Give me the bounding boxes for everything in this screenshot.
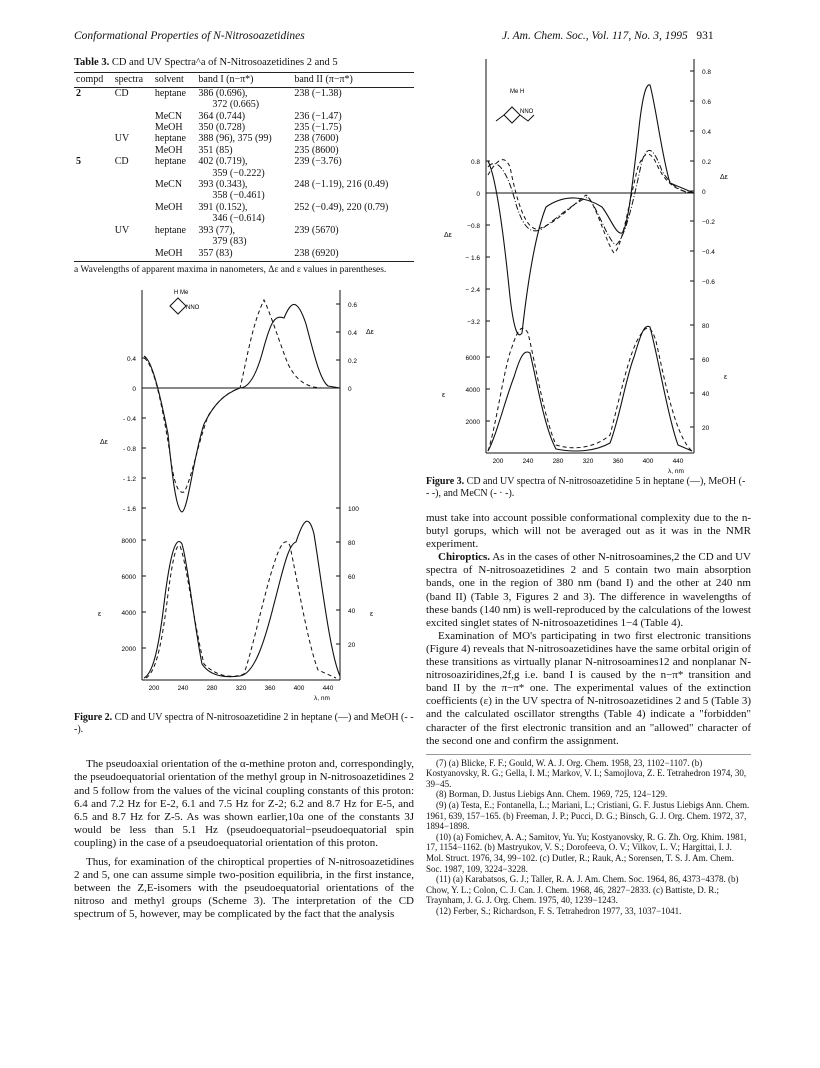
y-tick-label: 0 — [132, 385, 136, 393]
table-cell — [153, 236, 197, 247]
table-cell — [74, 248, 113, 262]
section-heading: Chiroptics. — [438, 551, 491, 564]
x-tick-label: 280 — [552, 458, 564, 465]
table-cell: MeOH — [154, 201, 183, 213]
fig3-cd-methanol-curve — [488, 154, 694, 253]
table-cell — [113, 111, 153, 122]
y-tick-label: 0 — [476, 191, 480, 198]
table-cell: 248 (−1.19), 216 (0.49) — [294, 179, 389, 191]
table-cell: 357 (83) — [196, 248, 292, 262]
table-cell: 5 — [76, 156, 81, 168]
table-row — [74, 225, 414, 236]
table-cell: 393 (77), — [198, 224, 236, 236]
x-tick-label: 200 — [492, 458, 504, 465]
y-tick-label: −3.2 — [467, 319, 480, 326]
table-cell — [74, 111, 113, 122]
table-cell: heptane — [154, 156, 186, 168]
table-3-caption — [74, 57, 414, 69]
table-footnote: a Wavelengths of apparent maxima in nanometers, Δε and ε values in parentheses. — [74, 264, 387, 275]
table-row — [74, 133, 414, 144]
y-tick-label: 0.6 — [348, 301, 358, 309]
table-cell: MeOH — [154, 144, 183, 156]
running-header-journal — [502, 30, 714, 42]
fig3-cd-heptane-curve — [488, 85, 694, 335]
table-row — [74, 213, 414, 224]
table-label: Table 3. — [74, 57, 110, 68]
table-cell — [113, 122, 153, 133]
table-header-cell: spectra — [113, 73, 153, 87]
y-tick-label: 0.2 — [348, 357, 358, 365]
x-tick-label: 440 — [322, 684, 334, 692]
x-tick-label: 400 — [642, 458, 654, 465]
table-cell: 379 (83) — [212, 236, 247, 248]
references — [426, 754, 751, 917]
y-tick-label: 80 — [348, 539, 356, 547]
y-tick-label: 20 — [348, 641, 356, 649]
figure-3-plot — [426, 57, 751, 475]
table-cell — [74, 99, 113, 110]
paragraph: The pseudoaxial orientation of the α-methine proton and, correspondingly, the pseudoequatorial orientation of the methyl group in N-nitrosoazetidines 2 and 5 follow from the values of the vicinal coupling constants of this proton: 6.4 and 7.2 Hz for E-2, 6.1 and 7.5 Hz for Z-2; 6.2 and 8.7 Hz for E-5, and 6.5 and 8.7 Hz for Z-5. As was shown earlier,10a one of the constants 3J would be less than 5.1 Hz (pseudoequatorial−pseudoequatorial spin coupling) in the case of a pseudoequatorial orientation of this proton. — [74, 758, 414, 849]
table-cell: 358 (−0.461) — [212, 190, 265, 202]
figure-2-plot — [74, 284, 414, 704]
table-cell: heptane — [154, 87, 186, 99]
fig2-cd-heptane-curve — [144, 304, 340, 512]
table-cell — [113, 99, 153, 110]
table-row — [74, 202, 414, 213]
table-row — [74, 248, 414, 262]
table-cell — [113, 190, 153, 201]
table-cell: heptane — [154, 224, 186, 236]
x-tick-label: 200 — [148, 684, 160, 692]
y-tick-label: 0.8 — [470, 159, 480, 166]
table-cell — [153, 190, 197, 201]
y-tick-label: 0.8 — [702, 69, 712, 76]
y-axis-label: Δε — [720, 174, 728, 181]
molecule-structure-icon — [170, 290, 200, 314]
reference-item: (11) (a) Karabatsos, G. J.; Taller, R. A. J. Am. Chem. Soc. 1964, 86, 4373−4378. (b) Chow, Y. L.; Colon, C. J. Can. J. Chem. 1968, 46, 2827−2833. (c) Battiste, D. R.; Traynham, J. G. J. Org. Chem. 1975, 40, 1239−1243. — [426, 874, 739, 906]
x-tick-label: 360 — [264, 684, 276, 692]
y-tick-label: 100 — [348, 505, 359, 513]
y-tick-label: 40 — [702, 391, 710, 398]
x-tick-label: 440 — [672, 458, 684, 465]
fig3-uv-heptane-curve — [488, 326, 692, 451]
y-tick-label: 0.4 — [702, 129, 712, 136]
table-header-cell: solvent — [153, 73, 197, 87]
table-cell: 350 (0.728) — [198, 122, 246, 134]
table-cell: 359 (−0.222) — [212, 167, 265, 179]
y-tick-label: - 1.6 — [122, 505, 136, 513]
struct-label: H Me — [174, 289, 189, 296]
y-tick-label: − 1.6 — [465, 255, 480, 262]
y-tick-label: - 0.4 — [122, 415, 136, 423]
table-cell: 238 (6920) — [292, 248, 414, 262]
table-row — [74, 156, 414, 167]
figure-2-label: Figure 2. — [74, 712, 113, 724]
y-tick-label: 8000 — [121, 537, 136, 545]
table-cell: MeCN — [154, 110, 183, 122]
y-tick-label: 60 — [348, 573, 356, 581]
table-row — [74, 179, 414, 190]
y-tick-label: 2000 — [121, 645, 136, 653]
y-tick-label: 6000 — [465, 355, 480, 362]
table-cell: 238 (−1.38) — [294, 87, 342, 99]
table-body — [74, 87, 414, 261]
table-cell: 239 (−3.76) — [294, 156, 342, 168]
struct-nno: NNO — [186, 304, 200, 311]
table-cell — [74, 190, 113, 201]
table-row — [74, 236, 414, 247]
table-row — [74, 111, 414, 122]
running-header-title: Conformational Properties of N-Nitrosoazetidines — [74, 30, 305, 42]
table-cell: 402 (0.719), — [198, 156, 248, 168]
table-cell — [113, 168, 153, 179]
x-tick-label: 280 — [206, 684, 218, 692]
table-cell: MeOH — [153, 248, 197, 262]
table-cell: MeCN — [154, 179, 183, 191]
molecule-structure-icon — [496, 89, 534, 123]
x-axis-unit: λ, nm — [668, 468, 684, 475]
y-tick-label: 0.6 — [702, 99, 712, 106]
table-cell: CD — [114, 156, 129, 168]
figure-2 — [74, 284, 414, 736]
table-row — [74, 122, 414, 133]
x-axis-unit: λ, nm — [314, 694, 330, 702]
table-cell — [113, 213, 153, 224]
y-axis-label: Δε — [100, 438, 108, 446]
table-cell — [74, 168, 113, 179]
table-cell — [292, 236, 414, 247]
reference-item: (7) (a) Blicke, F. F.; Gould, W. A. J. Org. Chem. 1958, 23, 1102−1107. (b) Kostyanovsky, R. G.; Gella, I. M.; Markov, V. I.; Samojlova, Z. E. Tetrahedron 1974, 30, 39−45. — [426, 757, 747, 789]
table-cell: 372 (0.665) — [212, 99, 260, 111]
y-tick-label: 0 — [348, 385, 352, 393]
x-tick-label: 240 — [177, 684, 189, 692]
table-cell — [74, 236, 113, 247]
table-cell: 393 (0.343), — [198, 179, 248, 191]
x-tick-label: 320 — [235, 684, 247, 692]
table-row — [74, 145, 414, 156]
left-body-text — [74, 758, 414, 921]
y-axis-label: Δε — [366, 328, 374, 336]
table-cell: 239 (5670) — [294, 224, 339, 236]
table-header-cell: band I (n−π*) — [196, 73, 292, 87]
table-cell: CD — [114, 87, 129, 99]
x-tick-label: 320 — [582, 458, 594, 465]
y-tick-label: 20 — [702, 425, 710, 432]
table-cell: 388 (96), 375 (99) — [198, 133, 272, 145]
right-column — [426, 57, 751, 917]
y-tick-label: 80 — [702, 323, 710, 330]
table-cell — [74, 225, 113, 236]
reference-item: (10) (a) Fomichev, A. A.; Samitov, Yu. Yu; Kostyanovsky, R. G. Zh. Org. Khim. 1981, 17, 1154−1162. (b) Mastryukov, V. S.; Dorofeeva, O. V.; Vilkov, L. V.; Hargittai, I. J. Mol. Struct. 1976, 34, 99−102. (c) Dutler, R.; Rauk, A.; Sorensen, T. S. J. Am. Chem. Soc. 1987, 109, 3224−3228. — [426, 831, 747, 874]
figure-3-caption-text: CD and UV spectra of N-nitrosoazetidine 5 in heptane (—), MeOH (- - -), and MeCN (- · -). — [426, 476, 746, 499]
table-cell: 386 (0.696), — [198, 87, 248, 99]
table-header-cell: band II (π−π*) — [292, 73, 414, 87]
y-tick-label: −0.4 — [702, 249, 715, 256]
table-cell — [113, 202, 153, 213]
figure-2-caption-text: CD and UV spectra of N-nitrosoazetidine 2 in heptane (—) and MeOH (- - -). — [74, 712, 414, 736]
y-tick-label: 6000 — [121, 573, 136, 581]
y-tick-label: 2000 — [465, 419, 480, 426]
y-tick-label: − 2.4 — [465, 287, 480, 294]
table-cell: UV — [114, 224, 130, 236]
table-cell: 364 (0.744) — [198, 110, 246, 122]
y-tick-label: 0.4 — [348, 329, 358, 337]
table-cell — [113, 248, 153, 262]
page-number: 931 — [696, 30, 714, 42]
y-tick-label: −0.2 — [702, 219, 715, 226]
table-row — [74, 99, 414, 110]
y-axis-label: ε — [724, 374, 728, 381]
table-header-cell: compd — [74, 73, 113, 87]
figure-3 — [426, 57, 751, 500]
y-axis-label: ε — [370, 610, 374, 618]
left-column — [74, 57, 414, 921]
table-cell — [113, 236, 153, 247]
table-cell: 235 (8600) — [294, 144, 339, 156]
table-cell: 236 (−1.47) — [294, 110, 342, 122]
fig2-uv-heptane-curve — [144, 521, 340, 678]
table-row — [74, 190, 414, 201]
paragraph: Thus, for examination of the chiroptical properties of N-nitrosoazetidines 2 and 5, one can assume simple two-position equilibria, in the first instance, between the Z,E-isomers with the pseudoequatorial orientations of the nitroso and methyl groups (Scheme 3). The interpretation of the CD spectrum of 5, however, may be complicated by the fact that the analysis — [74, 855, 414, 921]
y-tick-label: −0.8 — [467, 223, 480, 230]
y-tick-label: 0.2 — [702, 159, 712, 166]
table-cell — [74, 133, 113, 144]
table-cell — [74, 213, 113, 224]
fig3-cd-acetonitrile-curve — [488, 150, 694, 245]
table-cell: 351 (85) — [198, 144, 233, 156]
right-body-text — [426, 512, 751, 748]
table-cell — [74, 179, 113, 190]
x-tick-label: 240 — [522, 458, 534, 465]
paragraph-text: As in the cases of other N-nitrosoamines,2 the CD and UV spectra of N-nitrosoazetidines 2 and 5 contain two main absorption bands, one in the region of 380 nm (band I) and the other at 240 nm (band II) (Table 3, Figures 2 and 3). The difference in wavelengths of these bands (140 nm) is well-reproduced by the calculations of the lowest excited singlet states of N-nitrosoazetidines 1−4 (Table 4). — [426, 551, 751, 629]
table-cell — [113, 145, 153, 156]
table-cell: 252 (−0.49), 220 (0.79) — [294, 201, 389, 213]
y-tick-label: −0.6 — [702, 279, 715, 286]
y-tick-label: - 0.8 — [122, 445, 136, 453]
paragraph: Examination of MO's participating in two first electronic transitions (Figure 4) reveals that N-nitrosoazetidines have the same orbital origin of these transitions as virtually planar N-nitrosoamines12 and nonplanar N-nitrosoaziridines,2f,g i.e. band I is caused by the n−π* transition and band II by the π−π* one. The experimental values of the extinction coefficients (ε) in the UV spectra of N-nitrosoazetidines 2 and 5 (Table 3) and the calculated oscillator strengths (Table 4) indicate a "forbidden" character of the first electronic transition and an "allowed" character of the second one and confirm the assignment. — [426, 629, 751, 747]
table-cell — [292, 168, 414, 179]
table-header-row — [74, 73, 414, 87]
y-tick-label: 4000 — [465, 387, 480, 394]
y-tick-label: 4000 — [121, 609, 136, 617]
table-row — [74, 168, 414, 179]
struct-nno: NNO — [520, 109, 534, 115]
x-tick-label: 400 — [293, 684, 305, 692]
table-cell: 2 — [76, 87, 81, 99]
table-cell — [153, 99, 197, 110]
y-axis-label: ε — [98, 610, 102, 618]
y-tick-label: - 1.2 — [122, 475, 136, 483]
paragraph-chiroptics — [426, 551, 751, 630]
table-row — [74, 87, 414, 99]
table-caption-text: CD and UV Spectra^a of N-Nitrosoazetidines 2 and 5 — [111, 57, 338, 68]
struct-label: Me H — [510, 89, 525, 95]
y-tick-label: 60 — [702, 357, 710, 364]
table-cell — [153, 213, 197, 224]
fig3-uv-methanol-curve — [488, 328, 692, 451]
fig2-uv-methanol-curve — [146, 542, 336, 678]
y-tick-label: 0.4 — [126, 355, 136, 363]
table-cell: heptane — [154, 133, 186, 145]
y-tick-label: 0 — [702, 189, 706, 196]
table-cell — [292, 213, 414, 224]
figure-3-label: Figure 3. — [426, 476, 465, 487]
table-cell — [74, 202, 113, 213]
y-tick-label: 40 — [348, 607, 356, 615]
y-axis-label: Δε — [444, 232, 452, 239]
journal-citation: J. Am. Chem. Soc., Vol. 117, No. 3, 1995 — [502, 30, 688, 42]
table-3 — [74, 72, 414, 262]
table-cell — [113, 179, 153, 190]
paragraph: must take into account possible conformational complexity due to the n-butyl gorups, which will not be averaged out as it was in the NMR experiment. — [426, 512, 751, 551]
table-cell: 346 (−0.614) — [212, 213, 265, 225]
table-cell: 391 (0.152), — [198, 201, 248, 213]
reference-item: (9) (a) Testa, E.; Fontanella, L.; Mariani, L.; Cristiani, G. F. Justus Liebigs Ann. Chem. 1961, 639, 157−165. (b) Freeman, J. P.; Pucci, D. G.; Binsch, G. J. Org. Chem. 1972, 37, 1894−1898. — [426, 800, 750, 832]
table-cell — [74, 145, 113, 156]
table-cell: UV — [114, 133, 130, 145]
table-cell: 235 (−1.75) — [294, 122, 342, 134]
table-cell: MeOH — [154, 122, 183, 134]
table-cell — [292, 190, 414, 201]
reference-item: (12) Ferber, S.; Richardson, F. S. Tetrahedron 1977, 33, 1037−1041. — [436, 906, 682, 916]
table-cell — [153, 168, 197, 179]
figure-2-caption — [74, 712, 414, 736]
table-cell — [292, 99, 414, 110]
reference-item: (8) Borman, D. Justus Liebigs Ann. Chem. 1969, 725, 124−129. — [436, 789, 668, 800]
x-tick-label: 360 — [612, 458, 624, 465]
table-cell: 238 (7600) — [294, 133, 339, 145]
y-axis-label: ε — [442, 392, 446, 399]
table-cell — [74, 122, 113, 133]
figure-3-caption — [426, 476, 751, 500]
